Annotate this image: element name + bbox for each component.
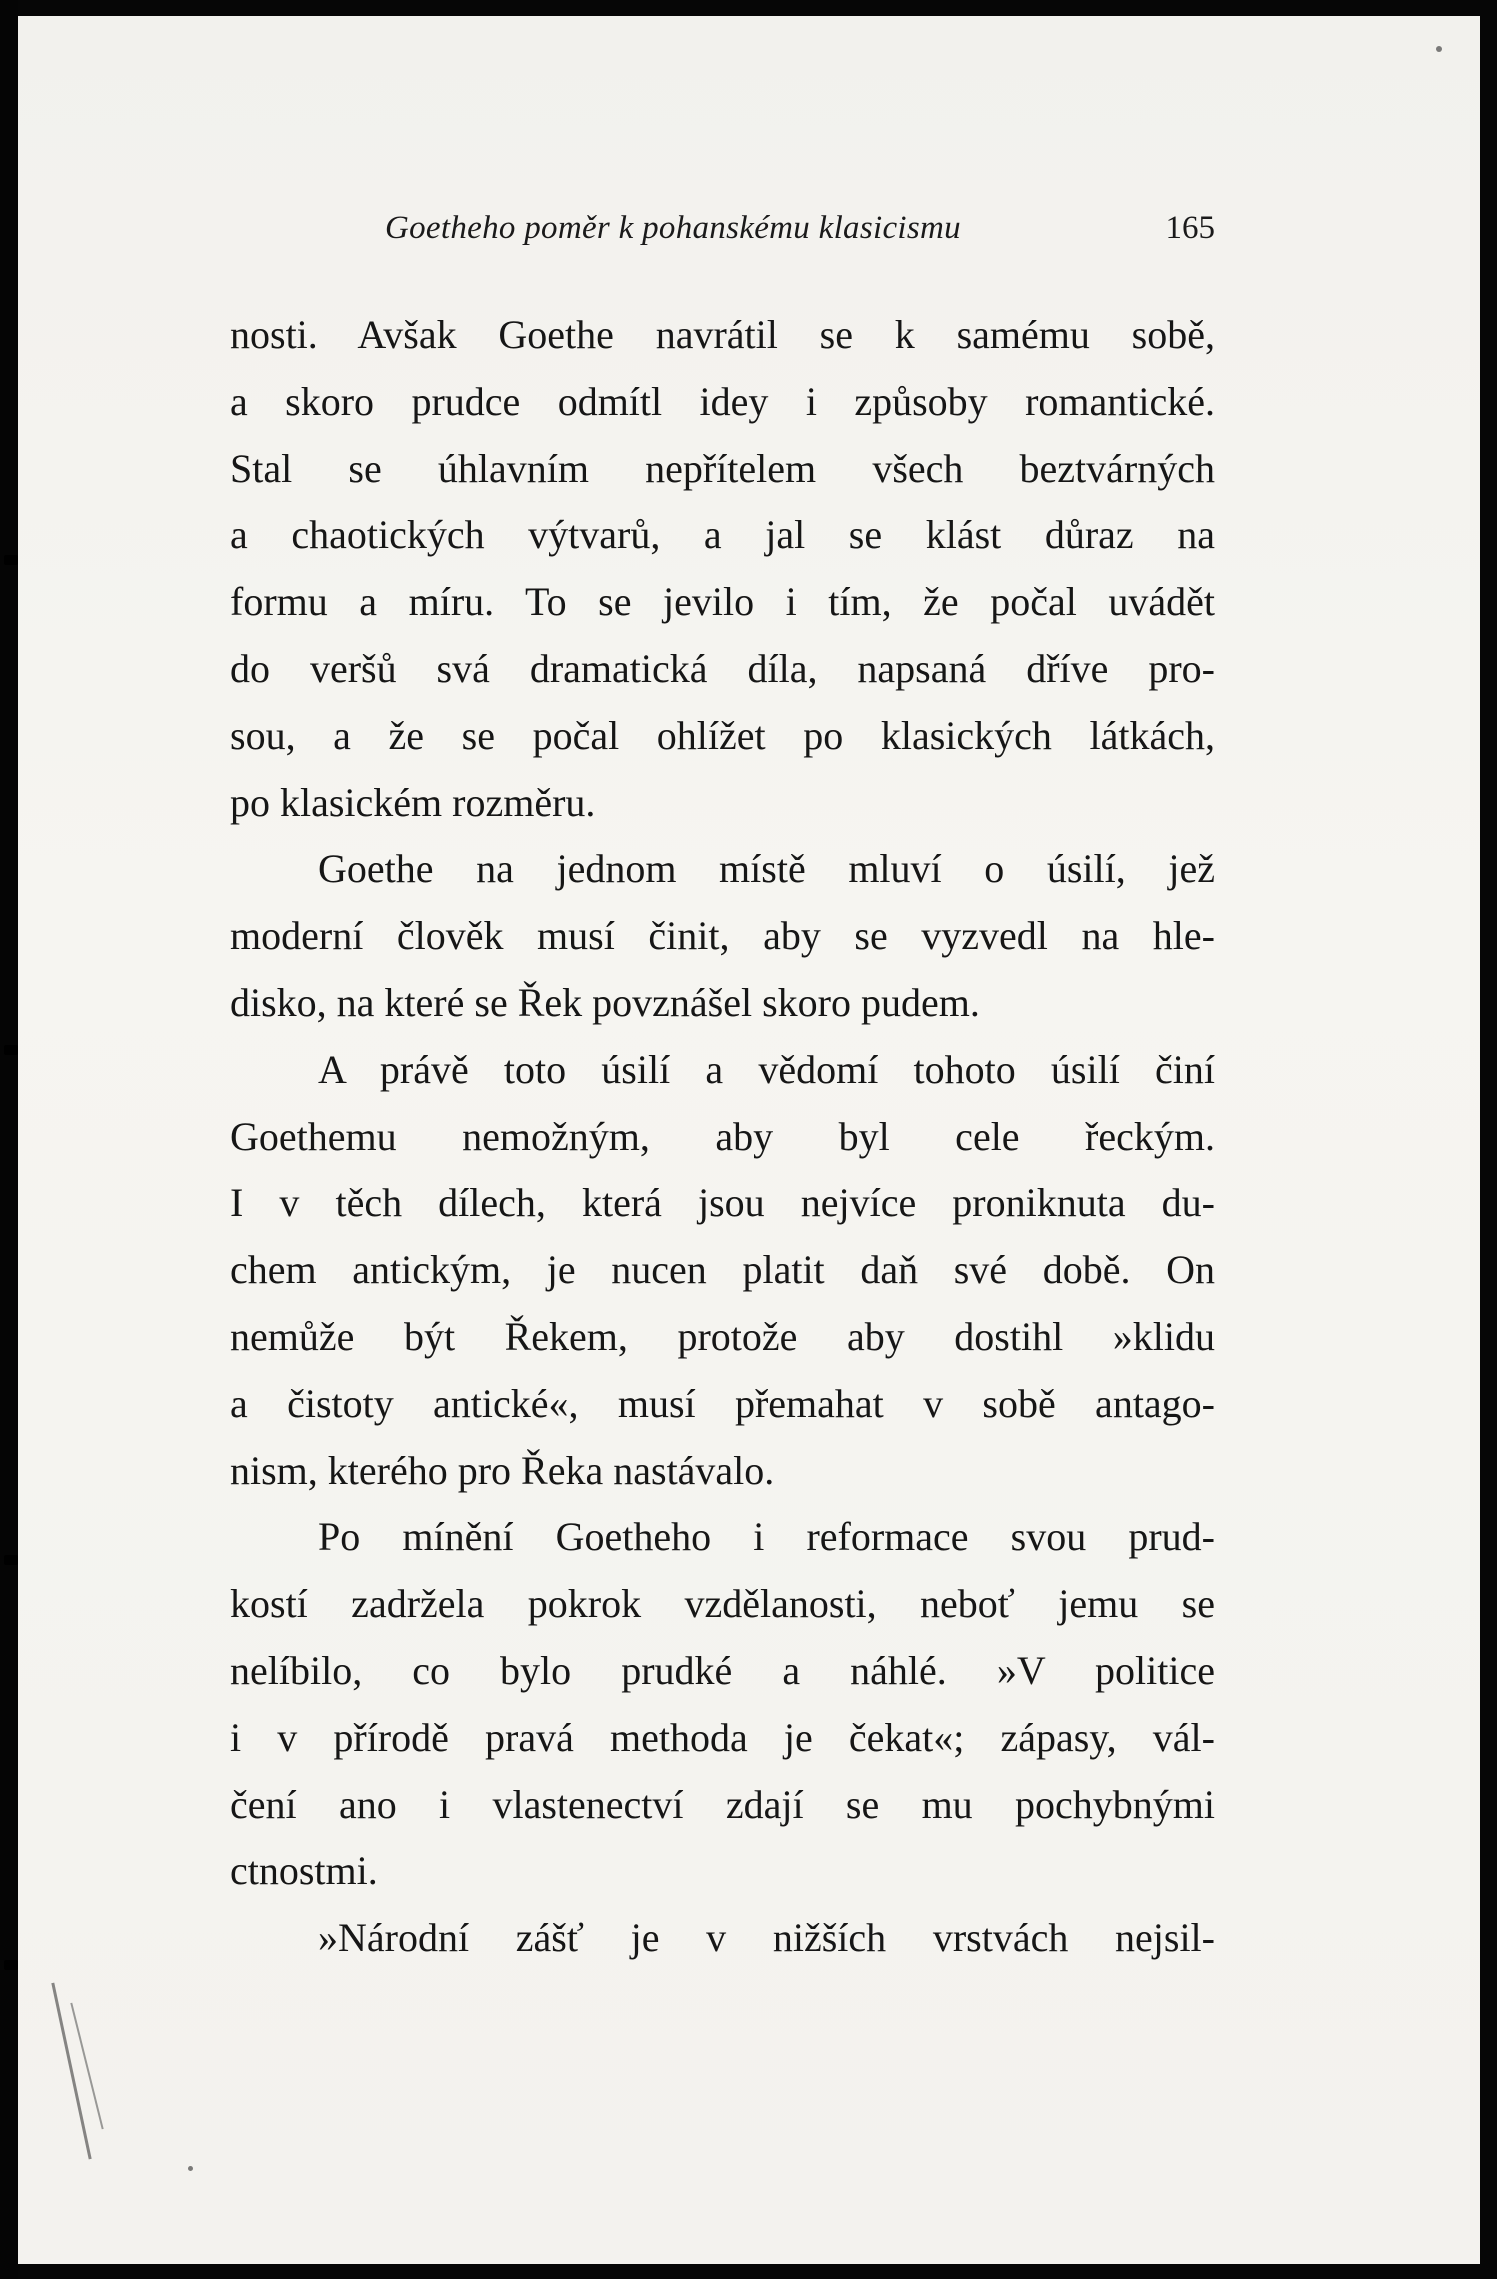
scan-scratch xyxy=(70,2003,103,2130)
binding-thread-mark xyxy=(4,1960,18,1970)
binding-thread-mark xyxy=(4,1045,18,1055)
text-line: ctnostmi. xyxy=(230,1848,378,1894)
text-line: Goethe na jednom místě mluví o úsilí, jež xyxy=(318,846,1215,892)
text-line: a chaotických výtvarů, a jal se klást důraz na xyxy=(230,512,1215,558)
text-line: a skoro prudce odmítl idey i způsoby romantické. xyxy=(230,378,1215,424)
page-header xyxy=(385,210,1215,258)
binding-thread-mark xyxy=(4,1555,18,1565)
text-line: nosti. Avšak Goethe navrátil se k samému sobě, xyxy=(230,312,1215,357)
text-line: formu a míru. To se jevilo i tím, že počal uvádět xyxy=(230,579,1215,625)
running-title: Goetheho poměr k pohanskému klasicismu xyxy=(385,210,961,246)
text-line: po klasickém rozměru. xyxy=(230,779,596,825)
scan-speck xyxy=(188,2166,193,2171)
text-line: I v těch dílech, která jsou nejvíce proniknuta du- xyxy=(230,1180,1215,1226)
page-number: 165 xyxy=(1165,210,1215,246)
binding-thread-mark xyxy=(4,555,18,565)
text-line: čení ano i vlastenectví zdají se mu pochybnými xyxy=(230,1781,1215,1827)
text-line: Po mínění Goetheho i reformace svou prud- xyxy=(318,1514,1215,1560)
scan-speck xyxy=(1436,46,1442,52)
text-line: a čistoty antické«, musí přemahat v sobě antago- xyxy=(230,1380,1215,1426)
text-line: moderní člověk musí činit, aby se vyzvedl na hle- xyxy=(230,913,1215,959)
text-line: Stal se úhlavním nepřítelem všech beztvárných xyxy=(230,445,1215,491)
text-line: »Národní zášť je v nižších vrstvách nejsil- xyxy=(318,1915,1215,1961)
text-line: nism, kterého pro Řeka nastávalo. xyxy=(230,1447,775,1493)
text-line: A právě toto úsilí a vědomí tohoto úsilí činí xyxy=(318,1046,1215,1092)
body-text xyxy=(230,302,1215,1972)
book-spine-shadow xyxy=(0,0,18,2279)
text-line: sou, a že se počal ohlížet po klasických látkách, xyxy=(230,712,1215,758)
text-line: kostí zadržela pokrok vzdělanosti, neboť jemu se xyxy=(230,1581,1215,1627)
text-line: disko, na které se Řek povznášel skoro pudem. xyxy=(230,979,980,1025)
text-line: i v přírodě pravá methoda je čekat«; zápasy, vál- xyxy=(230,1714,1215,1760)
text-line: nelíbilo, co bylo prudké a náhlé. »V politice xyxy=(230,1647,1215,1693)
text-line: nemůže být Řekem, protože aby dostihl »klidu xyxy=(230,1313,1215,1359)
text-line: do veršů svá dramatická díla, napsaná dříve pro- xyxy=(230,645,1215,691)
text-line: chem antickým, je nucen platit daň své době. On xyxy=(230,1247,1215,1293)
text-line: Goethemu nemožným, aby byl cele řeckým. xyxy=(230,1113,1215,1159)
